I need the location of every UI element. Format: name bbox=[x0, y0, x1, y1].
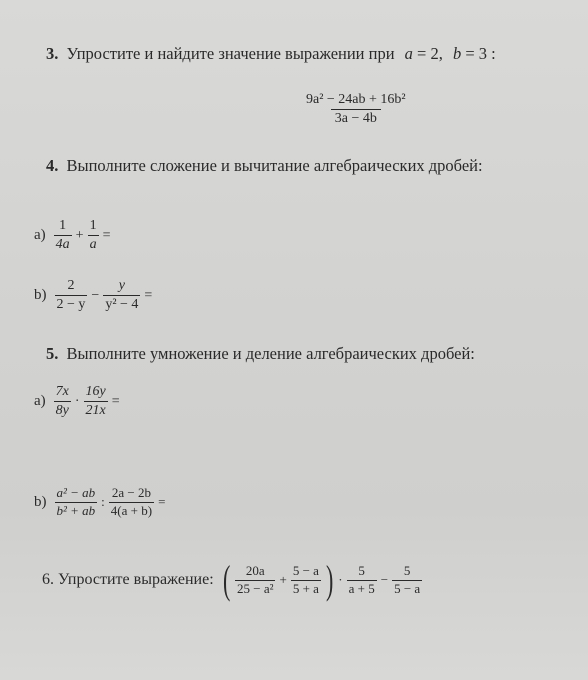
task6-expression bbox=[220, 557, 425, 602]
task5b-f1-num: a² − ab bbox=[56, 485, 96, 500]
task5a-label: a) bbox=[34, 393, 46, 410]
task6-number: 6. bbox=[42, 571, 54, 588]
task3-cond-b-val: = 3 : bbox=[465, 44, 496, 63]
task5b-f2-num: 2a − 2b bbox=[111, 485, 151, 500]
task5b-f1-den: b² + ab bbox=[56, 502, 96, 518]
task4a-f1-num: 1 bbox=[59, 218, 67, 233]
task5-item-b bbox=[34, 486, 167, 519]
task3-fraction bbox=[302, 92, 410, 127]
task6-f2-den: 5 + a bbox=[292, 580, 319, 596]
task4a-equals: = bbox=[102, 227, 111, 243]
task4a-fraction-1 bbox=[54, 218, 72, 253]
task6-f2-num: 5 − a bbox=[292, 562, 319, 578]
task6-fraction-2 bbox=[291, 564, 321, 597]
task4a-f2-num: 1 bbox=[89, 218, 97, 233]
task6-fraction-1 bbox=[235, 564, 276, 597]
task3-text: Упростите и найдите значение выражении при bbox=[66, 44, 395, 63]
task5b-fraction-2 bbox=[109, 486, 154, 519]
task5b-operator: : bbox=[101, 494, 105, 510]
task5-item-a bbox=[34, 384, 122, 419]
task5a-f2-num: 16y bbox=[85, 384, 106, 399]
task4-item-a bbox=[34, 218, 112, 253]
task3-frac-numerator: 9a² − 24ab + 16b² bbox=[306, 92, 406, 107]
task4b-f2-den: y² − 4 bbox=[105, 297, 139, 313]
task4b-f1-den: 2 − y bbox=[56, 297, 86, 313]
task3-expression bbox=[300, 92, 412, 127]
task3-frac-denominator: 3a − 4b bbox=[331, 109, 381, 127]
task5-text: Выполните умножение и деление алгебраических дробей: bbox=[66, 344, 475, 363]
task4-text: Выполните сложение и вычитание алгебраических дробей: bbox=[66, 156, 483, 175]
task6-f3-den: a + 5 bbox=[348, 580, 375, 596]
task5b-f2-den: 4(a + b) bbox=[110, 502, 153, 518]
task5b-fraction-1 bbox=[55, 486, 98, 519]
task5a-f1-num: 7x bbox=[55, 384, 69, 399]
task6-fraction-3 bbox=[347, 564, 377, 597]
task4b-operator: − bbox=[91, 287, 100, 303]
task6-f4-den: 5 − a bbox=[394, 580, 421, 596]
task4b-f2-num: y bbox=[118, 278, 125, 293]
task6-fraction-4 bbox=[392, 564, 422, 597]
task6-operator-3: − bbox=[380, 572, 389, 587]
task4-number: 4. bbox=[46, 156, 59, 175]
task5a-fraction-2 bbox=[84, 384, 108, 419]
task4-item-b bbox=[34, 278, 154, 313]
task4a-f2-den: a bbox=[89, 237, 97, 253]
task6-f1-num: 20a bbox=[245, 562, 265, 578]
task5a-operator: · bbox=[74, 393, 80, 409]
task3-cond-b-var: b bbox=[452, 44, 462, 63]
task3-number: 3. bbox=[46, 44, 59, 63]
task6-f4-num: 5 bbox=[403, 562, 411, 578]
task4b-fraction-1 bbox=[55, 278, 88, 313]
task5b-label: b) bbox=[34, 493, 47, 510]
task3-cond-a-var: a bbox=[404, 44, 413, 63]
task4b-fraction-2 bbox=[103, 278, 140, 313]
task5b-equals: = bbox=[158, 494, 166, 510]
task6-f3-num: 5 bbox=[358, 562, 365, 578]
task6-operator-2: · bbox=[338, 572, 343, 587]
task6-open-paren: ( bbox=[222, 557, 230, 602]
task4-heading bbox=[46, 156, 483, 176]
task5a-f1-den: 8y bbox=[55, 403, 69, 419]
task5a-equals: = bbox=[111, 393, 120, 409]
task4a-fraction-2 bbox=[88, 218, 99, 253]
task4a-operator: + bbox=[75, 227, 84, 243]
task4b-f1-num: 2 bbox=[67, 278, 75, 293]
task6-heading bbox=[42, 571, 214, 589]
task5-heading bbox=[46, 344, 475, 364]
task4a-f1-den: 4a bbox=[55, 237, 70, 253]
task5a-f2-den: 21x bbox=[85, 403, 106, 419]
task6-text: Упростите выражение: bbox=[58, 571, 214, 588]
task5-number: 5. bbox=[46, 344, 59, 363]
task6-close-paren: ) bbox=[325, 557, 334, 602]
task6-row bbox=[42, 557, 424, 602]
task3-heading bbox=[46, 44, 496, 64]
task4b-label: b) bbox=[34, 287, 47, 304]
task4a-label: a) bbox=[34, 227, 46, 244]
task5a-fraction-1 bbox=[54, 384, 71, 419]
task3-cond-a-val: = 2, bbox=[417, 44, 443, 63]
task6-operator-1: + bbox=[279, 572, 287, 587]
task6-f1-den: 25 − a² bbox=[236, 580, 274, 596]
task4b-equals: = bbox=[144, 287, 153, 303]
